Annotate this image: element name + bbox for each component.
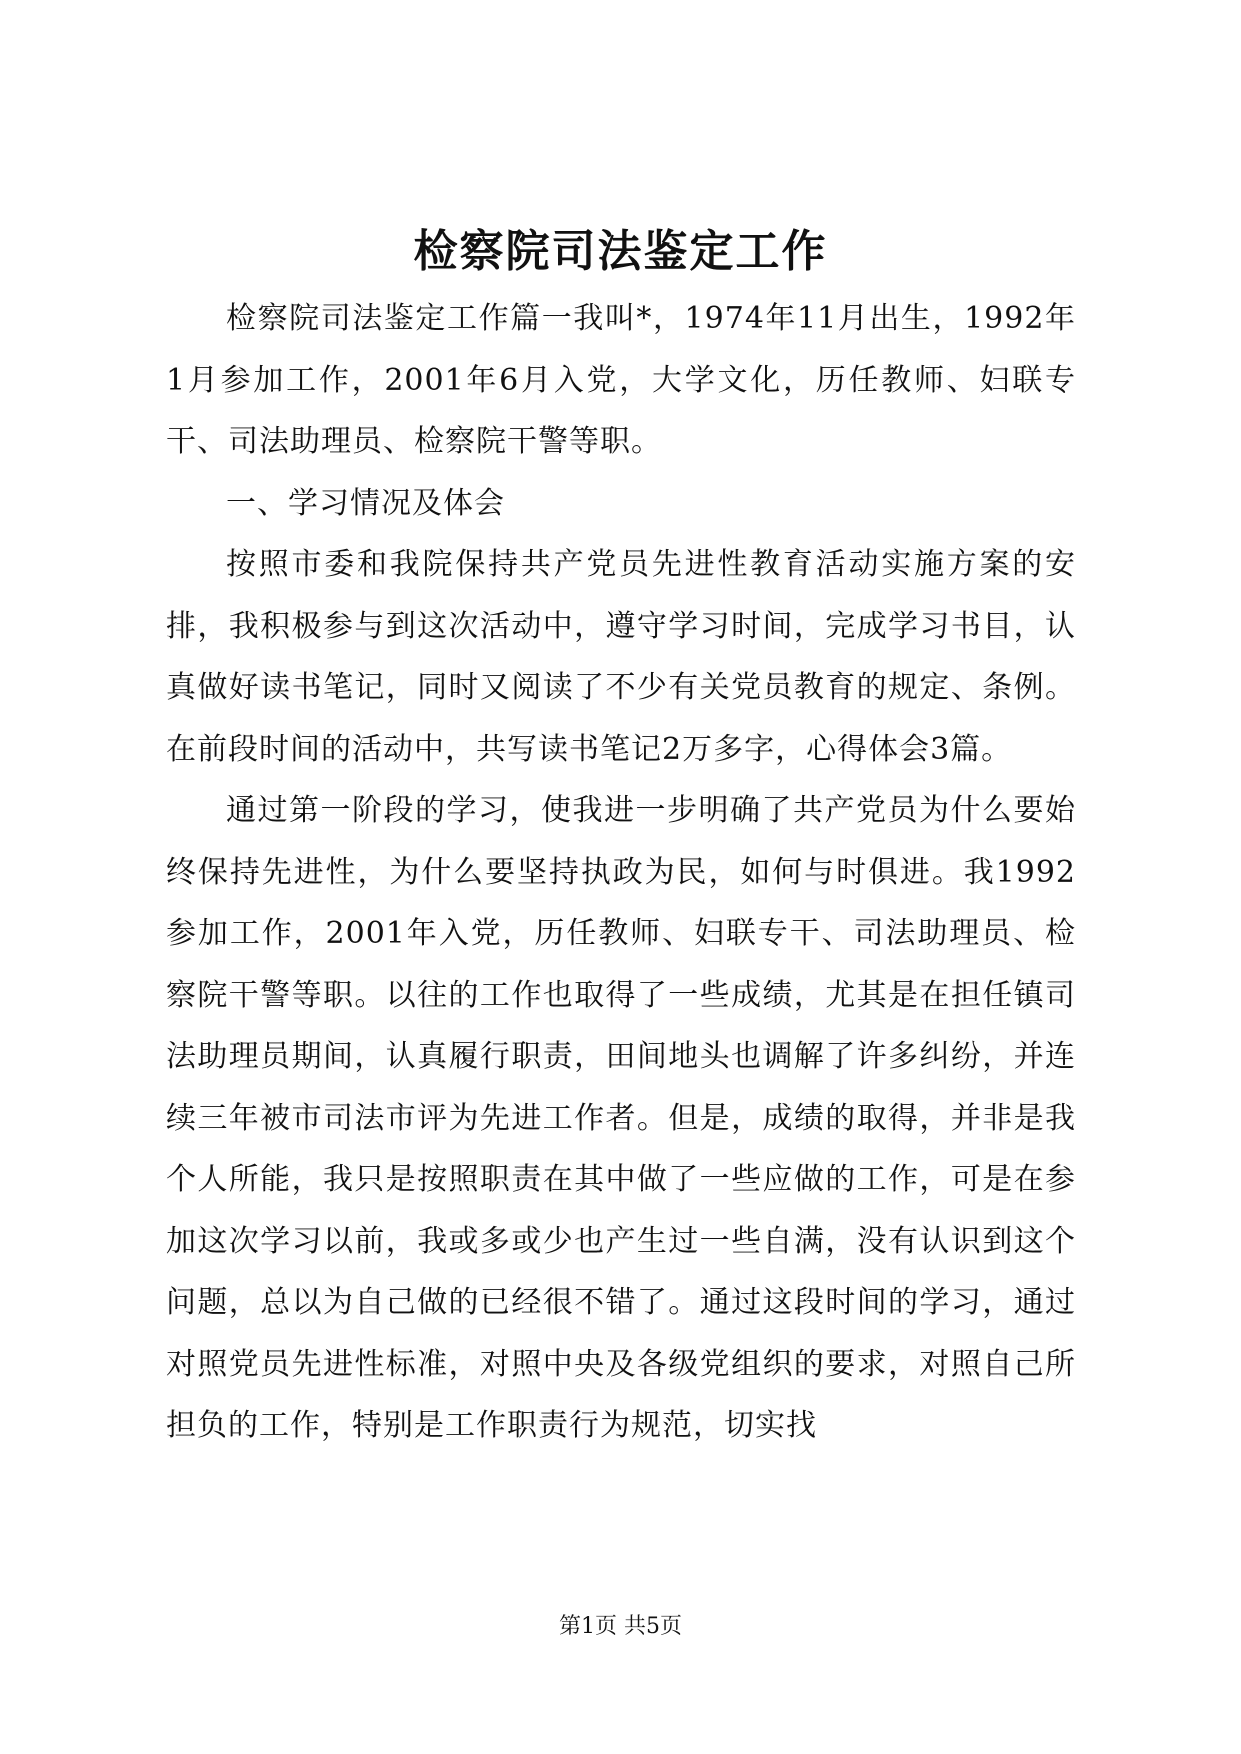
- document-title: 检察院司法鉴定工作: [413, 226, 828, 277]
- page-number-footer: 第1页 共5页: [559, 1614, 682, 1639]
- section-heading-study: 一、学习情况及体会: [226, 485, 505, 521]
- paragraph-intro: 检察院司法鉴定工作篇一我叫*，1974年11月出生，1992年1月参加工作，2001年6月入党，大学文化，历任教师、妇联专干、司法助理员、检察院干警等职。: [166, 301, 1076, 459]
- paragraph-study-activities: 按照市委和我院保持共产党员先进性教育活动实施方案的安排，我积极参与到这次活动中，遵守学习时间，完成学习书目，认真做好读书笔记，同时又阅读了不少有关党员教育的规定、条例。在前段时间的活动中，共写读书笔记2万多字，心得体会3篇。: [166, 547, 1076, 767]
- document-body: [166, 288, 1076, 1457]
- paragraph-reflection: 通过第一阶段的学习，使我进一步明确了共产党员为什么要始终保持先进性，为什么要坚持执政为民，如何与时俱进。我1992参加工作，2001年入党，历任教师、妇联专干、司法助理员、检察院干警等职。以往的工作也取得了一些成绩，尤其是在担任镇司法助理员期间，认真履行职责，田间地头也调解了许多纠纷，并连续三年被市司法市评为先进工作者。但是，成绩的取得，并非是我个人所能，我只是按照职责在其中做了一些应做的工作，可是在参加这次学习以前，我或多或少也产生过一些自满，没有认识到这个问题，总以为自己做的已经很不错了。通过这段时间的学习，通过对照党员先进性标准，对照中央及各级党组织的要求，对照自己所担负的工作，特别是工作职责行为规范，切实找: [166, 793, 1076, 1443]
